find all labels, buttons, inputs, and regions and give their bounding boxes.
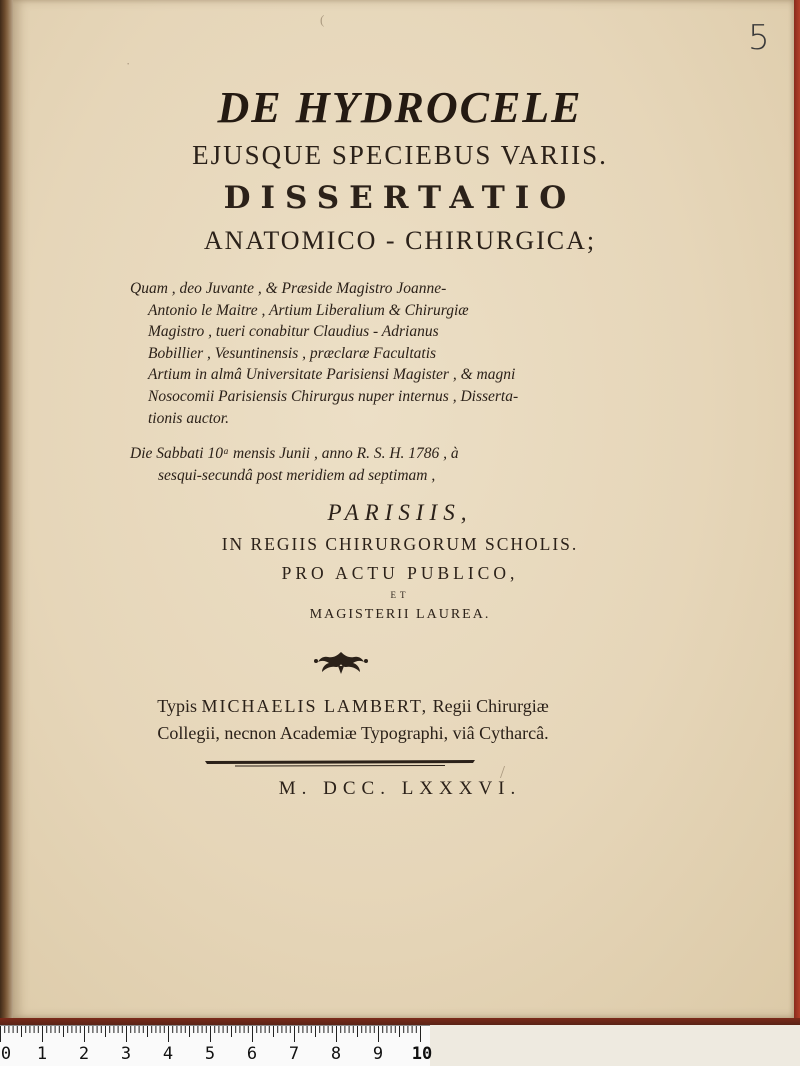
ruler-label: 7 [288, 1044, 300, 1064]
dedication-line: Antonio le Maitre , Artium Liberalium & Chirurgiæ [148, 301, 469, 319]
ruler-label: 4 [162, 1044, 174, 1064]
title-anatomico: ANATOMICO - CHIRURGICA; [203, 226, 597, 255]
date-line: Die Sabbati 10ᵃ mensis Junii , anno R. S. H. 1786 , à [130, 445, 459, 462]
title-subtitle: EJUSQUE SPECIEBUS VARIIS. [192, 140, 608, 170]
city-name: PARISIIS, [327, 500, 473, 525]
page-number: 5 [748, 18, 770, 58]
dedication-line: Nosocomii Parisiensis Chirurgus nuper internus , Disserta- [148, 387, 519, 405]
publication-year: M. DCC. LXXXVI. [278, 778, 522, 799]
ruler-label: 1 [36, 1044, 48, 1064]
dedication-line: tionis auctor. [148, 409, 229, 427]
schools-line: IN REGIIS CHIRURGORUM SCHOLIS. [221, 534, 579, 554]
ruler-label: 10 [411, 1044, 433, 1064]
dedication-paragraph [130, 278, 560, 429]
ruler-label: 0 [0, 1044, 12, 1064]
book-bottom-edge [0, 1018, 800, 1025]
dedication-line: Quam , deo Juvante , & Præside Magistro Joanne- [130, 280, 447, 297]
dedication-line: Magistro , tueri conabitur Claudius - Adrianus [148, 323, 439, 341]
printer-prefix: Typis [157, 696, 197, 716]
laurea-line: MAGISTERII LAUREA. [309, 607, 491, 622]
paper-speck: / [500, 762, 506, 782]
date-line: sesqui-secundâ post meridiem ad septimam , [158, 466, 436, 484]
title-main: DE HYDROCELE [217, 83, 583, 132]
ruler-label: 8 [330, 1044, 342, 1064]
printer-line-1 [118, 693, 588, 720]
measurement-ruler [0, 1025, 433, 1066]
ruler-label: 5 [204, 1044, 216, 1064]
paper-speck: · [126, 56, 131, 71]
pro-actu-line: PRO ACTU PUBLICO, [281, 563, 519, 583]
ruler-label: 6 [246, 1044, 258, 1064]
printer-line-2: Collegii, necnon Academiæ Typographi, viâ Cytharcâ. [157, 723, 549, 743]
dedication-line: Artium in almâ Universitate Parisiensi Magister , & magni [148, 366, 516, 384]
ruler-label: 9 [372, 1044, 384, 1064]
printer-imprint [118, 693, 588, 747]
ruler-label: 2 [78, 1044, 90, 1064]
et-line: ET [390, 590, 410, 600]
printer-suffix: Regii Chirurgiæ [432, 696, 549, 716]
title-dissertatio: DISSERTATIO [223, 180, 577, 216]
ruler-label: 3 [120, 1044, 132, 1064]
dedication-line: Bobillier , Vesuntinensis , præclaræ Facultatis [148, 344, 437, 362]
paper-speck: ( [320, 12, 325, 27]
decorative-rule [205, 758, 475, 768]
printer-name: MICHAELIS LAMBERT, [201, 696, 429, 716]
printer-ornament-icon [310, 646, 372, 676]
date-paragraph [130, 443, 560, 486]
